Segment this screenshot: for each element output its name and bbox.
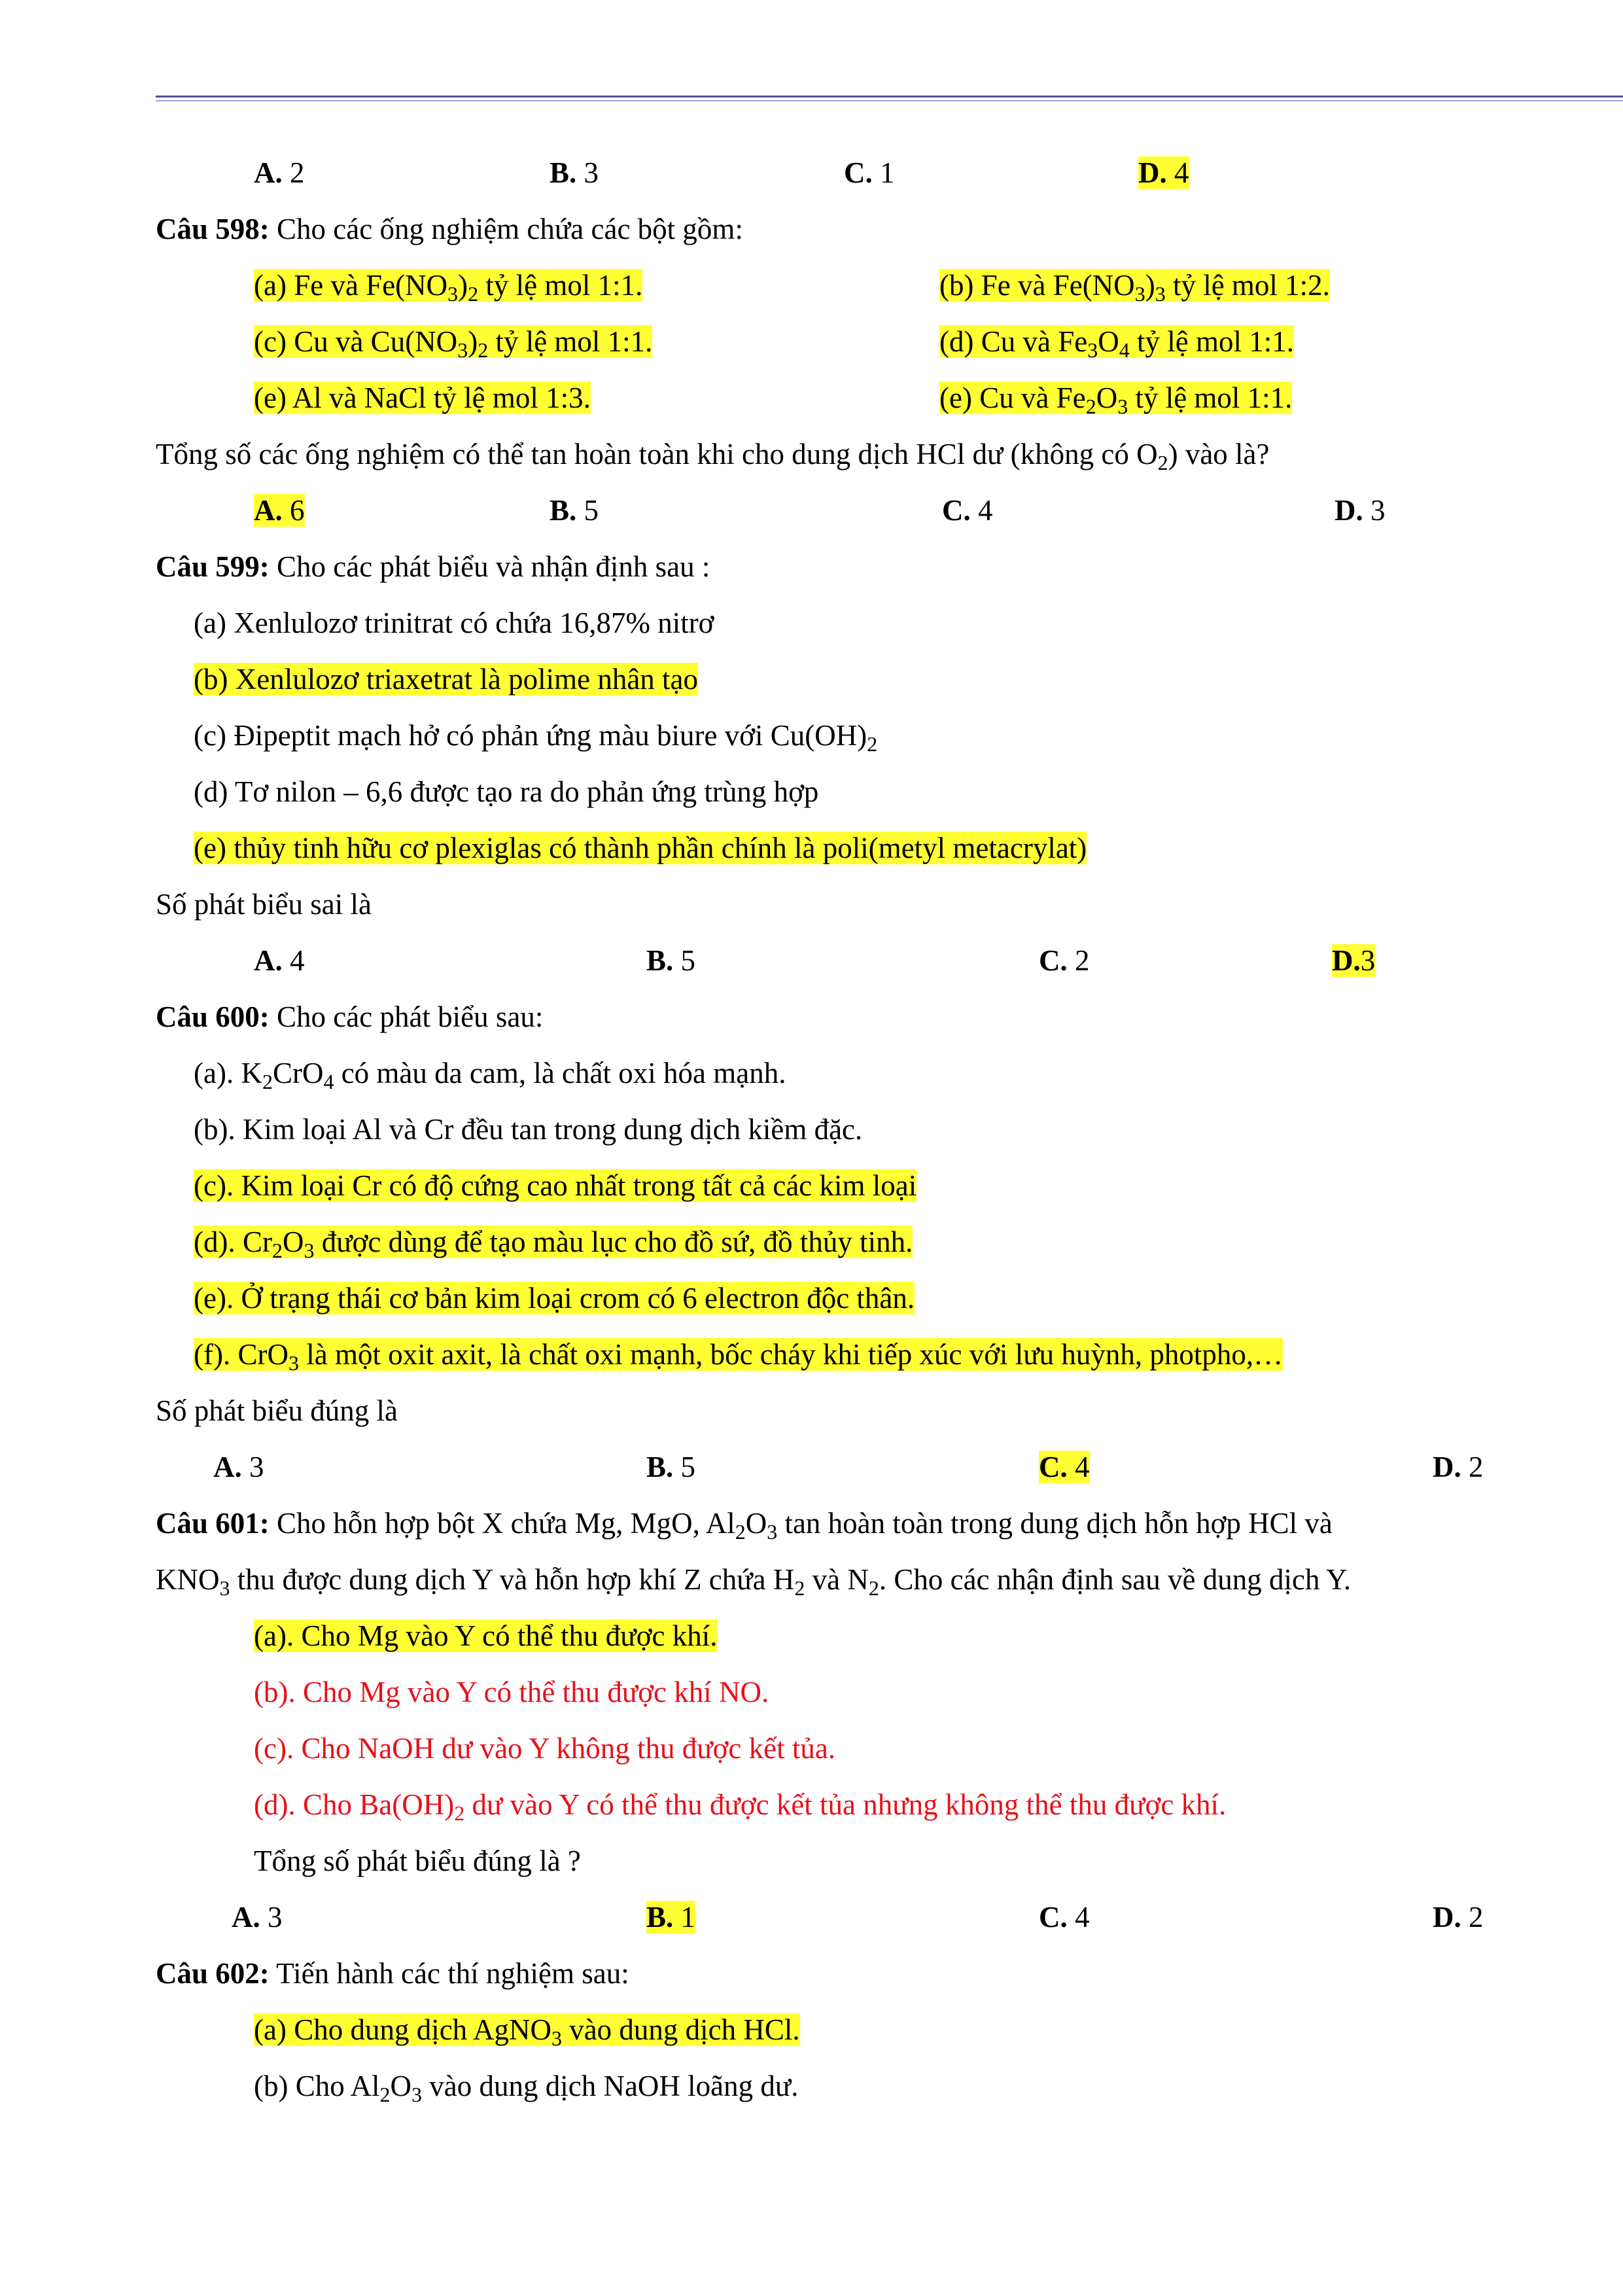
q597-option-d: D. 4 bbox=[1138, 156, 1189, 189]
q600-option-a: A. 3 bbox=[213, 1451, 264, 1483]
q600-stem: Câu 600: Cho các phát biểu sau: bbox=[156, 1000, 544, 1033]
q599-stem: Câu 599: Cho các phát biểu và nhận định sau : bbox=[156, 550, 710, 583]
q598-item-e1: (e) Al và NaCl tỷ lệ mol 1:3. bbox=[254, 381, 591, 414]
q598-item-a: (a) Fe và $Fe(NO_3)_2$ tỷ lệ mol 1:1. bbox=[254, 269, 643, 306]
q598-item-e2: (e) Cu và $Fe_2O_3$ tỷ lệ mol 1:1. bbox=[939, 381, 1293, 418]
q601-item-b: (b). Cho Mg vào Y có thể thu được khí NO. bbox=[254, 1676, 769, 1708]
q600-option-b: B. 5 bbox=[646, 1451, 696, 1483]
q598-item-b: (b) Fe và $Fe(NO_3)_3$ tỷ lệ mol 1:2. bbox=[939, 269, 1330, 306]
q600-item-e: (e). Ở trạng thái cơ bản kim loại crom có 6 electron độc thân. bbox=[194, 1282, 915, 1315]
q599-question: Số phát biểu sai là bbox=[156, 888, 372, 921]
q598-option-d: D. 3 bbox=[1335, 494, 1386, 527]
q601-stem-line2: $KNO_3$ thu được dung dịch Y và hỗn hợp khí Z chứa $H_2$ và $N_2$. Cho các nhận định sau về dung dịch Y. bbox=[156, 1563, 1351, 1600]
q601-item-a: (a). Cho Mg vào Y có thể thu được khí. bbox=[254, 1619, 718, 1652]
header-rule bbox=[156, 96, 1623, 97]
q599-option-b: B. 5 bbox=[646, 944, 696, 977]
q599-item-a: (a) Xenlulozơ trinitrat có chứa 16,87% nitrơ bbox=[194, 607, 714, 639]
q601-option-c: C. 4 bbox=[1039, 1901, 1090, 1934]
q597-option-b: B. 3 bbox=[550, 156, 599, 189]
q599-option-a: A. 4 bbox=[254, 944, 305, 977]
header-rule-thin bbox=[156, 100, 1623, 101]
q600-item-f: (f). CrO$_3$ là một oxit axit, là chất oxi mạnh, bốc cháy khi tiếp xúc với lưu huỳnh, photpho,… bbox=[194, 1338, 1283, 1375]
q598-option-c: C. 4 bbox=[942, 494, 993, 527]
q601-question: Tổng số phát biểu đúng là ? bbox=[254, 1845, 581, 1877]
q600-question: Số phát biểu đúng là bbox=[156, 1394, 398, 1427]
q599-item-d: (d) Tơ nilon – 6,6 được tạo ra do phản ứng trùng hợp bbox=[194, 775, 819, 808]
q599-item-e: (e) thủy tinh hữu cơ plexiglas có thành phần chính là poli(metyl metacrylat) bbox=[194, 832, 1087, 864]
q598-option-a: A. 6 bbox=[254, 494, 305, 527]
q599-item-c: (c) Đipeptit mạch hở có phản ứng màu biure với $Cu(OH)_2$ bbox=[194, 719, 878, 756]
q600-option-d: D. 2 bbox=[1433, 1451, 1484, 1483]
q598-item-d: (d) Cu và $Fe_3O_4$ tỷ lệ mol 1:1. bbox=[939, 325, 1294, 362]
q601-option-d: D. 2 bbox=[1433, 1901, 1484, 1934]
q602-stem: Câu 602: Tiến hành các thí nghiệm sau: bbox=[156, 1957, 629, 1990]
q598-item-c: (c) Cu và $Cu(NO_3)_2$ tỷ lệ mol 1:1. bbox=[254, 325, 653, 362]
q600-item-b: (b). Kim loại Al và Cr đều tan trong dung dịch kiềm đặc. bbox=[194, 1113, 863, 1146]
q597-option-c: C. 1 bbox=[844, 156, 895, 189]
q598-stem: Câu 598: Cho các ống nghiệm chứa các bột gồm: bbox=[156, 213, 743, 245]
q602-item-b: (b) Cho $Al_2O_3$ vào dung dịch NaOH loãng dư. bbox=[254, 2070, 799, 2106]
q598-option-b: B. 5 bbox=[550, 494, 599, 527]
q601-option-a: A. 3 bbox=[232, 1901, 283, 1934]
q599-option-c: C. 2 bbox=[1039, 944, 1090, 977]
q601-item-c: (c). Cho NaOH dư vào Y không thu được kết tủa. bbox=[254, 1732, 836, 1765]
q599-option-d: D.3 bbox=[1332, 944, 1376, 977]
q601-stem-line1: Câu 601: Cho hỗn hợp bột X chứa Mg, MgO, $Al_2O_3$ tan hoàn toàn trong dung dịch hỗn hợp HCl và bbox=[156, 1507, 1333, 1544]
q597-option-a: A. 2 bbox=[254, 156, 305, 189]
q598-question: Tổng số các ống nghiệm có thể tan hoàn toàn khi cho dung dịch HCl dư (không có $O_2$) vào là? bbox=[156, 438, 1270, 474]
q600-item-d: (d). $Cr_2O_3$ được dùng để tạo màu lục cho đồ sứ, đồ thủy tinh. bbox=[194, 1226, 913, 1262]
q601-item-d: (d). Cho $Ba(OH)_2$ dư vào Y có thể thu được kết tủa nhưng không thể thu được khí. bbox=[254, 1788, 1227, 1825]
q601-option-b: B. 1 bbox=[646, 1901, 696, 1934]
q599-item-b: (b) Xenlulozơ triaxetrat là polime nhân tạo bbox=[194, 663, 699, 696]
q602-item-a: (a) Cho dung dịch AgNO$_3$ vào dung dịch HCl. bbox=[254, 2013, 800, 2050]
q600-option-c: C. 4 bbox=[1039, 1451, 1090, 1483]
q600-item-c: (c). Kim loại Cr có độ cứng cao nhất trong tất cả các kim loại bbox=[194, 1169, 917, 1202]
q600-item-a: (a). $K_2CrO_4$ có màu da cam, là chất oxi hóa mạnh. bbox=[194, 1057, 786, 1093]
